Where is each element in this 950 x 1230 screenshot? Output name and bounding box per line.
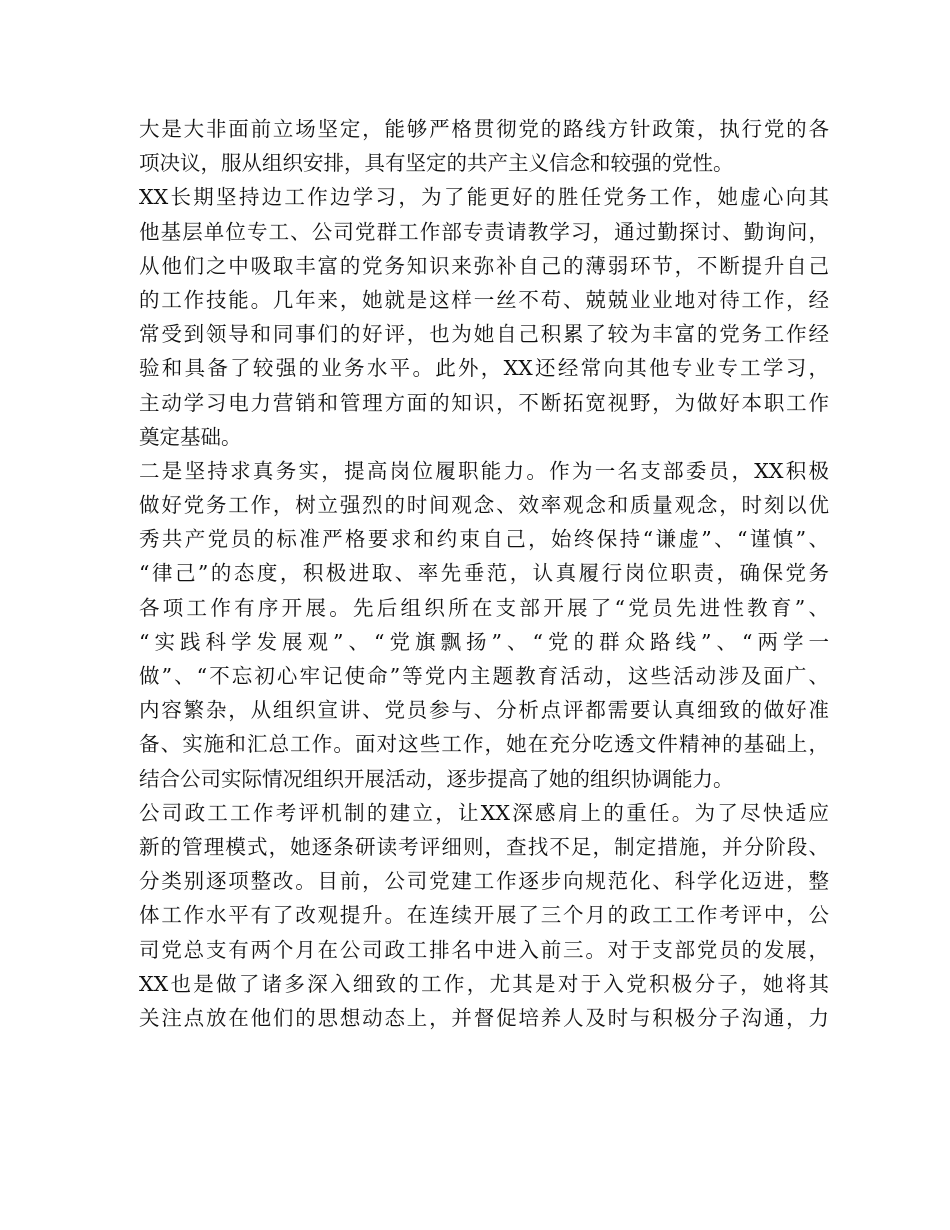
text-line: 体工作水平有了改观提升。在连续开展了三个月的政工工作考评中，公	[139, 903, 829, 928]
text-line: 关注点放在他们的思想动态上，并督促培养人及时与积极分子沟通，力	[139, 1005, 829, 1030]
text-line: 常受到领导和同事们的好评，也为她自己积累了较为丰富的党务工作经	[139, 322, 829, 347]
text-line: 项决议，服从组织安排，具有坚定的共产主义信念和较强的党性。	[139, 151, 734, 176]
text-line: 公司政工工作考评机制的建立，让XX深感肩上的重任。为了尽快适应	[139, 800, 829, 825]
text-line: XX长期坚持边工作边学习，为了能更好的胜任党务工作，她虚心向其	[139, 185, 829, 210]
text-line: 从他们之中吸取丰富的党务知识来弥补自己的薄弱环节，不断提升自己	[139, 253, 829, 278]
text-line: 内容繁杂，从组织宣讲、党员参与、分析点评都需要认真细致的做好准	[139, 698, 829, 723]
text-line: “实践科学发展观”、“党旗飘扬”、“党的群众路线”、“两学一	[139, 629, 829, 654]
text-line: “律己”的态度，积极进取、率先垂范，认真履行岗位职责，确保党务	[139, 561, 829, 586]
text-line: 做”、“不忘初心牢记使命”等党内主题教育活动，这些活动涉及面广、	[139, 664, 829, 688]
text-line: 二是坚持求真务实，提高岗位履职能力。作为一名支部委员，XX积极	[139, 458, 829, 483]
text-line: 做好党务工作，树立强烈的时间观念、效率观念和质量观念，时刻以优	[139, 493, 829, 518]
text-line: 各项工作有序开展。先后组织所在支部开展了“党员先进性教育”、	[139, 595, 829, 620]
text-line: 新的管理模式，她逐条研读考评细则，查找不足，制定措施，并分阶段、	[139, 834, 829, 859]
text-line: 分类别逐项整改。目前，公司党建工作逐步向规范化、科学化迈进，整	[139, 869, 829, 894]
document-body	[139, 112, 829, 1035]
text-line: 备、实施和汇总工作。面对这些工作，她在充分吃透文件精神的基础上，	[139, 732, 829, 757]
text-line: 验和具备了较强的业务水平。此外，XX还经常向其他专业专工学习，	[139, 356, 829, 381]
text-line: 大是大非面前立场坚定，能够严格贯彻党的路线方针政策，执行党的各	[139, 117, 829, 141]
text-line: 结合公司实际情况组织开展活动，逐步提高了她的组织协调能力。	[139, 766, 734, 791]
text-line: 的工作技能。几年来，她就是这样一丝不苟、兢兢业业地对待工作，经	[139, 287, 829, 312]
text-line: 司党总支有两个月在公司政工排名中进入前三。对于支部党员的发展，	[139, 937, 829, 962]
text-line: 秀共产党员的标准严格要求和约束自己，始终保持“谦虚”、“谨慎”、	[139, 527, 829, 552]
text-line: XX也是做了诸多深入细致的工作，尤其是对于入党积极分子，她将其	[139, 971, 829, 996]
text-line: 主动学习电力营销和管理方面的知识，不断拓宽视野，为做好本职工作	[139, 390, 829, 415]
text-line: 奠定基础。	[139, 424, 242, 449]
text-line: 他基层单位专工、公司党群工作部专责请教学习，通过勤探讨、勤询问，	[139, 219, 829, 244]
